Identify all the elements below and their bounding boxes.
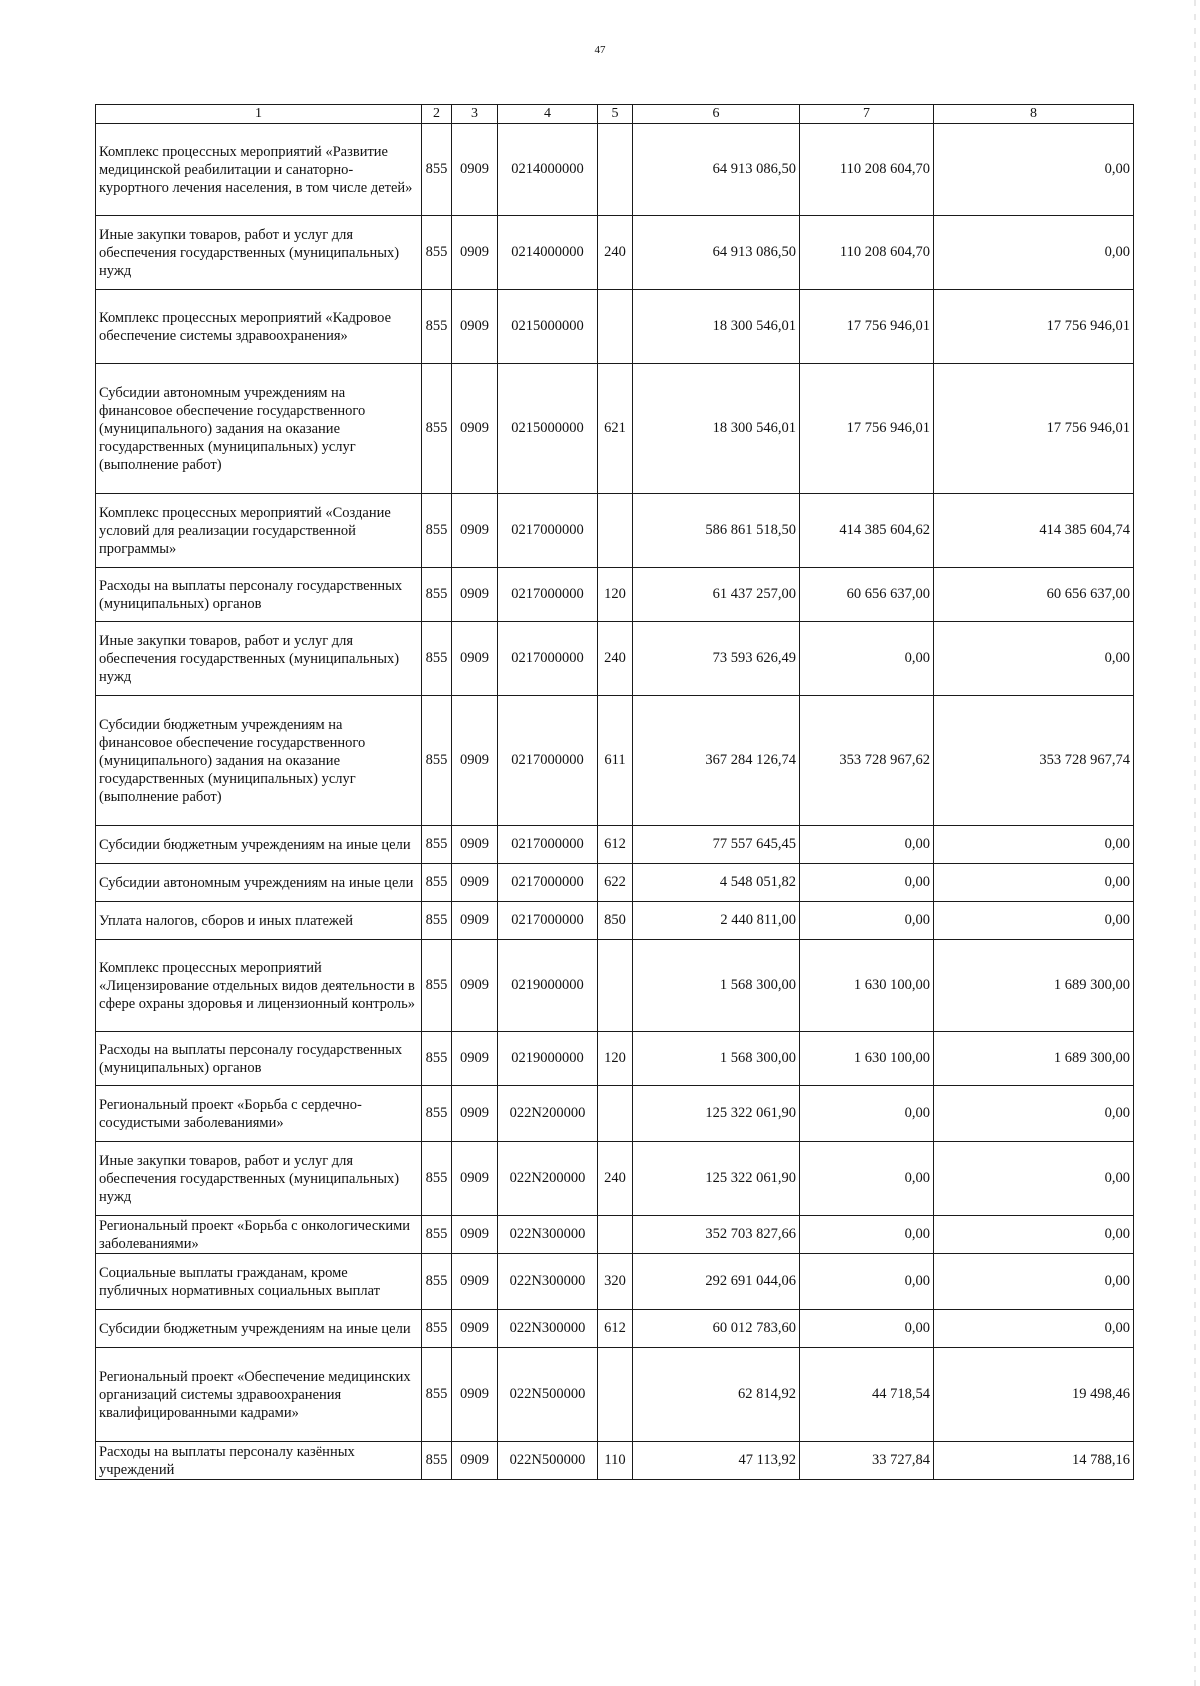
cell-ministry-code: 855 (422, 494, 452, 568)
cell-amount-col6: 367 284 126,74 (633, 696, 800, 826)
cell-expense-type: 320 (598, 1254, 633, 1310)
cell-section-code: 0909 (452, 290, 498, 364)
cell-name: Субсидии бюджетным учреждениям на финансовое обеспечение государственного (муниципального) задания на оказание государственных (муниципальных) услуг (выполнение работ) (96, 696, 422, 826)
cell-amount-col8: 1 689 300,00 (934, 1032, 1134, 1086)
cell-expense-type (598, 124, 633, 216)
cell-section-code: 0909 (452, 902, 498, 940)
table-row (96, 864, 1134, 902)
cell-amount-col7: 0,00 (800, 1216, 934, 1254)
table-row (96, 696, 1134, 826)
cell-expense-type: 612 (598, 1310, 633, 1348)
cell-amount-col8: 353 728 967,74 (934, 696, 1134, 826)
cell-section-code: 0909 (452, 1032, 498, 1086)
cell-ministry-code: 855 (422, 1310, 452, 1348)
cell-amount-col7: 1 630 100,00 (800, 940, 934, 1032)
cell-ministry-code: 855 (422, 864, 452, 902)
cell-amount-col8: 0,00 (934, 216, 1134, 290)
cell-amount-col7: 60 656 637,00 (800, 568, 934, 622)
header-col-1: 1 (96, 105, 422, 124)
cell-ministry-code: 855 (422, 940, 452, 1032)
cell-section-code: 0909 (452, 696, 498, 826)
cell-target-article: 022N200000 (498, 1086, 598, 1142)
cell-amount-col6: 64 913 086,50 (633, 216, 800, 290)
cell-amount-col8: 0,00 (934, 124, 1134, 216)
header-col-5: 5 (598, 105, 633, 124)
cell-amount-col8: 0,00 (934, 1142, 1134, 1216)
cell-name: Комплекс процессных мероприятий «Создание условий для реализации государственной программы» (96, 494, 422, 568)
cell-target-article: 0219000000 (498, 940, 598, 1032)
cell-expense-type: 110 (598, 1442, 633, 1480)
cell-name: Расходы на выплаты персоналу государственных (муниципальных) органов (96, 1032, 422, 1086)
table-row (96, 290, 1134, 364)
cell-amount-col6: 125 322 061,90 (633, 1086, 800, 1142)
cell-ministry-code: 855 (422, 1086, 452, 1142)
cell-target-article: 0215000000 (498, 364, 598, 494)
cell-ministry-code: 855 (422, 622, 452, 696)
header-col-3: 3 (452, 105, 498, 124)
cell-name: Субсидии автономным учреждениям на иные цели (96, 864, 422, 902)
cell-expense-type: 621 (598, 364, 633, 494)
cell-ministry-code: 855 (422, 696, 452, 826)
cell-expense-type (598, 1216, 633, 1254)
cell-ministry-code: 855 (422, 290, 452, 364)
cell-amount-col7: 110 208 604,70 (800, 124, 934, 216)
cell-name: Комплекс процессных мероприятий «Кадровое обеспечение системы здравоохранения» (96, 290, 422, 364)
cell-amount-col6: 1 568 300,00 (633, 1032, 800, 1086)
cell-ministry-code: 855 (422, 216, 452, 290)
cell-target-article: 022N500000 (498, 1348, 598, 1442)
cell-section-code: 0909 (452, 1216, 498, 1254)
table-row (96, 826, 1134, 864)
cell-amount-col7: 44 718,54 (800, 1348, 934, 1442)
cell-amount-col7: 0,00 (800, 1142, 934, 1216)
cell-name: Расходы на выплаты персоналу казённых учреждений (96, 1442, 422, 1480)
cell-amount-col6: 2 440 811,00 (633, 902, 800, 940)
cell-ministry-code: 855 (422, 1254, 452, 1310)
table-row (96, 1142, 1134, 1216)
header-col-4: 4 (498, 105, 598, 124)
table-row (96, 216, 1134, 290)
cell-name: Субсидии бюджетным учреждениям на иные цели (96, 826, 422, 864)
cell-amount-col7: 17 756 946,01 (800, 290, 934, 364)
cell-name: Иные закупки товаров, работ и услуг для обеспечения государственных (муниципальных) нужд (96, 1142, 422, 1216)
cell-name: Иные закупки товаров, работ и услуг для обеспечения государственных (муниципальных) нужд (96, 622, 422, 696)
cell-section-code: 0909 (452, 1310, 498, 1348)
cell-amount-col8: 414 385 604,74 (934, 494, 1134, 568)
cell-section-code: 0909 (452, 216, 498, 290)
cell-section-code: 0909 (452, 1442, 498, 1480)
cell-section-code: 0909 (452, 364, 498, 494)
cell-amount-col8: 60 656 637,00 (934, 568, 1134, 622)
cell-expense-type (598, 290, 633, 364)
cell-expense-type: 240 (598, 622, 633, 696)
cell-name: Комплекс процессных мероприятий «Лицензирование отдельных видов деятельности в сфере охраны здоровья и лицензионный контроль» (96, 940, 422, 1032)
cell-name: Региональный проект «Борьба с онкологическими заболеваниями» (96, 1216, 422, 1254)
cell-name: Уплата налогов, сборов и иных платежей (96, 902, 422, 940)
cell-section-code: 0909 (452, 622, 498, 696)
cell-ministry-code: 855 (422, 568, 452, 622)
cell-expense-type (598, 494, 633, 568)
cell-ministry-code: 855 (422, 1032, 452, 1086)
cell-target-article: 022N300000 (498, 1310, 598, 1348)
cell-expense-type (598, 1348, 633, 1442)
table-row (96, 364, 1134, 494)
table-row (96, 494, 1134, 568)
cell-target-article: 0215000000 (498, 290, 598, 364)
cell-expense-type: 120 (598, 1032, 633, 1086)
cell-amount-col7: 0,00 (800, 1310, 934, 1348)
cell-amount-col8: 0,00 (934, 826, 1134, 864)
cell-section-code: 0909 (452, 494, 498, 568)
cell-section-code: 0909 (452, 1086, 498, 1142)
cell-amount-col8: 0,00 (934, 1086, 1134, 1142)
table-row (96, 1086, 1134, 1142)
cell-name: Субсидии бюджетным учреждениям на иные цели (96, 1310, 422, 1348)
table-row (96, 568, 1134, 622)
cell-ministry-code: 855 (422, 1348, 452, 1442)
cell-name: Иные закупки товаров, работ и услуг для обеспечения государственных (муниципальных) нужд (96, 216, 422, 290)
header-col-6: 6 (633, 105, 800, 124)
cell-target-article: 0219000000 (498, 1032, 598, 1086)
cell-amount-col6: 61 437 257,00 (633, 568, 800, 622)
table-row (96, 940, 1134, 1032)
table-row (96, 1310, 1134, 1348)
cell-section-code: 0909 (452, 940, 498, 1032)
header-col-7: 7 (800, 105, 934, 124)
cell-target-article: 022N300000 (498, 1216, 598, 1254)
cell-amount-col8: 0,00 (934, 1254, 1134, 1310)
cell-section-code: 0909 (452, 1254, 498, 1310)
cell-section-code: 0909 (452, 864, 498, 902)
cell-target-article: 0217000000 (498, 494, 598, 568)
cell-expense-type: 120 (598, 568, 633, 622)
cell-expense-type: 622 (598, 864, 633, 902)
cell-amount-col7: 0,00 (800, 864, 934, 902)
cell-amount-col6: 4 548 051,82 (633, 864, 800, 902)
cell-amount-col7: 110 208 604,70 (800, 216, 934, 290)
cell-amount-col7: 0,00 (800, 902, 934, 940)
cell-amount-col6: 125 322 061,90 (633, 1142, 800, 1216)
cell-target-article: 0217000000 (498, 826, 598, 864)
cell-expense-type: 240 (598, 216, 633, 290)
cell-ministry-code: 855 (422, 1142, 452, 1216)
cell-amount-col7: 0,00 (800, 1086, 934, 1142)
cell-amount-col8: 14 788,16 (934, 1442, 1134, 1480)
header-col-2: 2 (422, 105, 452, 124)
cell-amount-col6: 77 557 645,45 (633, 826, 800, 864)
cell-name: Расходы на выплаты персоналу государственных (муниципальных) органов (96, 568, 422, 622)
cell-section-code: 0909 (452, 568, 498, 622)
cell-ministry-code: 855 (422, 1216, 452, 1254)
cell-amount-col6: 352 703 827,66 (633, 1216, 800, 1254)
table-row (96, 1216, 1134, 1254)
cell-amount-col8: 1 689 300,00 (934, 940, 1134, 1032)
cell-amount-col7: 33 727,84 (800, 1442, 934, 1480)
table-row (96, 1254, 1134, 1310)
table-row (96, 1442, 1134, 1480)
cell-amount-col8: 0,00 (934, 622, 1134, 696)
cell-section-code: 0909 (452, 1142, 498, 1216)
table-row (96, 1032, 1134, 1086)
cell-target-article: 0217000000 (498, 902, 598, 940)
cell-ministry-code: 855 (422, 902, 452, 940)
cell-amount-col8: 17 756 946,01 (934, 290, 1134, 364)
cell-amount-col8: 0,00 (934, 902, 1134, 940)
cell-expense-type: 240 (598, 1142, 633, 1216)
cell-amount-col7: 0,00 (800, 826, 934, 864)
cell-amount-col8: 0,00 (934, 1216, 1134, 1254)
cell-target-article: 022N300000 (498, 1254, 598, 1310)
cell-ministry-code: 855 (422, 124, 452, 216)
cell-amount-col7: 353 728 967,62 (800, 696, 934, 826)
cell-amount-col6: 62 814,92 (633, 1348, 800, 1442)
table-row (96, 124, 1134, 216)
cell-target-article: 0214000000 (498, 216, 598, 290)
cell-amount-col6: 18 300 546,01 (633, 290, 800, 364)
header-col-8: 8 (934, 105, 1134, 124)
cell-amount-col7: 0,00 (800, 622, 934, 696)
page-edge (1194, 0, 1196, 1686)
table-body (96, 124, 1134, 1480)
cell-amount-col6: 292 691 044,06 (633, 1254, 800, 1310)
cell-ministry-code: 855 (422, 1442, 452, 1480)
cell-amount-col8: 19 498,46 (934, 1348, 1134, 1442)
cell-amount-col6: 64 913 086,50 (633, 124, 800, 216)
cell-amount-col8: 0,00 (934, 1310, 1134, 1348)
table-row (96, 622, 1134, 696)
cell-target-article: 0214000000 (498, 124, 598, 216)
cell-section-code: 0909 (452, 124, 498, 216)
cell-amount-col6: 18 300 546,01 (633, 364, 800, 494)
cell-amount-col7: 1 630 100,00 (800, 1032, 934, 1086)
cell-amount-col8: 17 756 946,01 (934, 364, 1134, 494)
cell-amount-col6: 73 593 626,49 (633, 622, 800, 696)
cell-section-code: 0909 (452, 1348, 498, 1442)
cell-amount-col7: 0,00 (800, 1254, 934, 1310)
cell-target-article: 0217000000 (498, 568, 598, 622)
cell-name: Субсидии автономным учреждениям на финансовое обеспечение государственного (муниципального) задания на оказание государственных (муниципальных) услуг (выполнение работ) (96, 364, 422, 494)
cell-amount-col7: 17 756 946,01 (800, 364, 934, 494)
cell-expense-type (598, 940, 633, 1032)
cell-ministry-code: 855 (422, 826, 452, 864)
cell-expense-type: 612 (598, 826, 633, 864)
cell-target-article: 0217000000 (498, 622, 598, 696)
cell-expense-type: 850 (598, 902, 633, 940)
cell-target-article: 0217000000 (498, 696, 598, 826)
cell-name: Комплекс процессных мероприятий «Развитие медицинской реабилитации и санаторно-курортного лечения населения, в том числе детей» (96, 124, 422, 216)
cell-name: Социальные выплаты гражданам, кроме публичных нормативных социальных выплат (96, 1254, 422, 1310)
budget-table (95, 104, 1134, 1480)
cell-amount-col6: 47 113,92 (633, 1442, 800, 1480)
cell-name: Региональный проект «Борьба с сердечно-сосудистыми заболеваниями» (96, 1086, 422, 1142)
cell-ministry-code: 855 (422, 364, 452, 494)
cell-amount-col6: 1 568 300,00 (633, 940, 800, 1032)
cell-amount-col8: 0,00 (934, 864, 1134, 902)
cell-name: Региональный проект «Обеспечение медицинских организаций системы здравоохранения квалифицированными кадрами» (96, 1348, 422, 1442)
cell-target-article: 022N500000 (498, 1442, 598, 1480)
cell-amount-col6: 60 012 783,60 (633, 1310, 800, 1348)
cell-expense-type: 611 (598, 696, 633, 826)
table-row (96, 1348, 1134, 1442)
table-row (96, 902, 1134, 940)
cell-target-article: 0217000000 (498, 864, 598, 902)
cell-section-code: 0909 (452, 826, 498, 864)
cell-target-article: 022N200000 (498, 1142, 598, 1216)
cell-expense-type (598, 1086, 633, 1142)
page-number: 47 (594, 44, 606, 56)
cell-amount-col7: 414 385 604,62 (800, 494, 934, 568)
header-row (96, 105, 1134, 124)
cell-amount-col6: 586 861 518,50 (633, 494, 800, 568)
